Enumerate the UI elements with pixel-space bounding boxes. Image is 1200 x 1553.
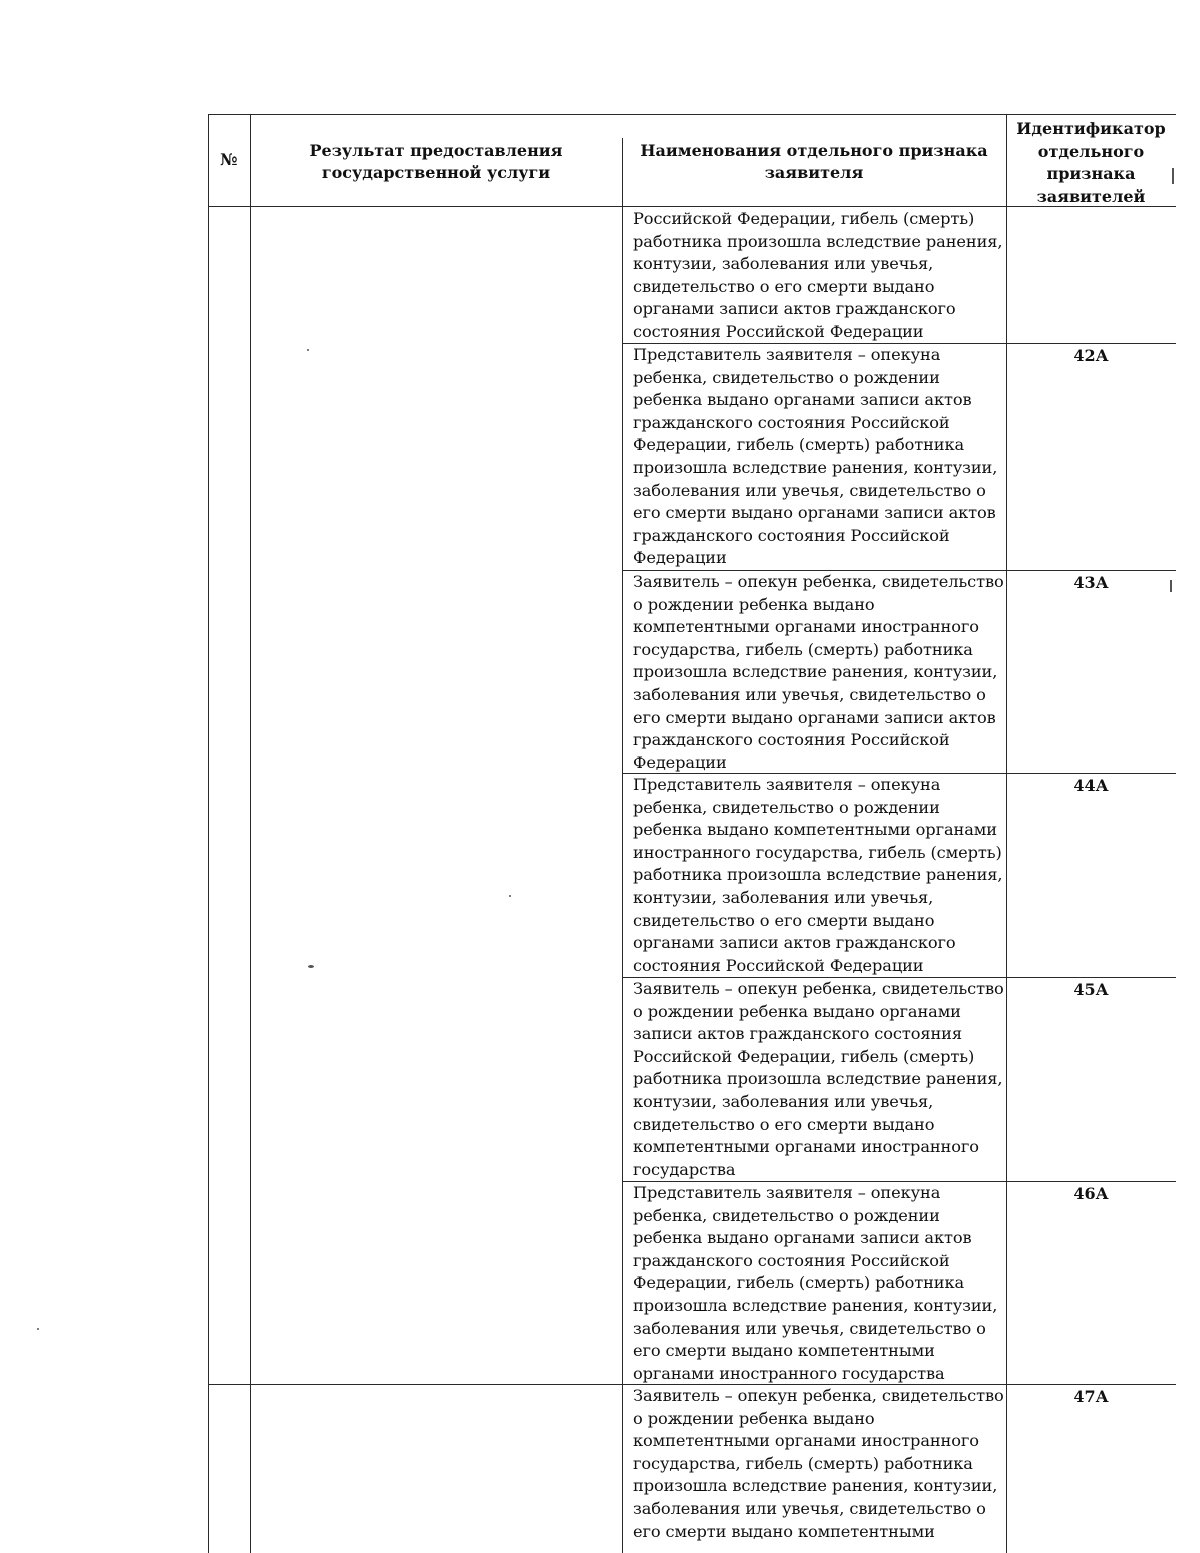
header-result: Результат предоставления государственной услуги — [309, 141, 563, 182]
row-id: 43А — [1073, 573, 1109, 592]
scan-speck — [1172, 168, 1174, 184]
scan-speck — [308, 965, 314, 968]
row-text: Представитель заявителя – опекуна ребенка, свидетельство о рождении ребенка выдано компетентными органами иностранного государства, гибель (смерть) работника произошла вследствие ранения, контузии, заболевания или увечья, свидетельство о его смерти выдано органами записи актов гражданского состояния Российской Федерации — [633, 775, 1003, 975]
row-text: Российской Федерации, гибель (смерть) работника произошла вследствие ранения, контузии, заболевания или увечья, свидетельство о его смерти выдано органами записи актов гражданского состояния Российской Федерации — [633, 209, 1003, 341]
col-divider-num — [250, 114, 251, 1553]
row-id: 44А — [1073, 776, 1109, 795]
table-top-border — [208, 114, 1176, 115]
row-id: 42А — [1073, 346, 1109, 365]
scan-speck — [307, 349, 309, 351]
row-text: Представитель заявителя – опекуна ребенка, свидетельство о рождении ребенка выдано органами записи актов гражданского состояния Российской Федерации, гибель (смерть) работника произошла вследствие ранения, контузии, заболевания или увечья, свидетельство о его смерти выдано органами записи актов гражданского состояния Российской Федерации — [633, 345, 998, 568]
scan-speck — [1170, 580, 1172, 592]
row-id: 46А — [1073, 1184, 1109, 1203]
header-number: № — [220, 150, 238, 169]
header-feature-name: Наименования отдельного признака заявителя — [640, 141, 988, 182]
row-id: 47А — [1073, 1387, 1109, 1406]
table-left-border — [208, 114, 209, 1553]
header-identifier: Идентификатор отдельного признака заявителей — [1016, 119, 1166, 206]
row-text: Представитель заявителя – опекуна ребенка, свидетельство о рождении ребенка выдано органами записи актов гражданского состояния Российской Федерации, гибель (смерть) работника произошла вследствие ранения, контузии, заболевания или увечья, свидетельство о его смерти выдано компетентными органами иностранного государства — [633, 1183, 998, 1383]
row-text: Заявитель – опекун ребенка, свидетельство о рождении ребенка выдано компетентными органами иностранного государства, гибель (смерть) работника произошла вследствие ранения, контузии, заболевания или увечья, свидетельство о его смерти выдано компетентными — [633, 1386, 1004, 1541]
scan-speck — [37, 1328, 39, 1330]
scan-speck — [509, 895, 511, 897]
col-divider-name — [1006, 114, 1007, 1553]
row-text: Заявитель – опекун ребенка, свидетельство о рождении ребенка выдано компетентными органами иностранного государства, гибель (смерть) работника произошла вследствие ранения, контузии, заболевания или увечья, свидетельство о его смерти выдано органами записи актов гражданского состояния Российской Федерации — [633, 572, 1004, 772]
row-text: Заявитель – опекун ребенка, свидетельство о рождении ребенка выдано органами записи актов гражданского состояния Российской Федерации, гибель (смерть) работника произошла вследствие ранения, контузии, заболевания или увечья, свидетельство о его смерти выдано компетентными органами иностранного государства — [633, 979, 1004, 1179]
col-divider-result — [622, 138, 623, 1553]
row-id: 45А — [1073, 980, 1109, 999]
